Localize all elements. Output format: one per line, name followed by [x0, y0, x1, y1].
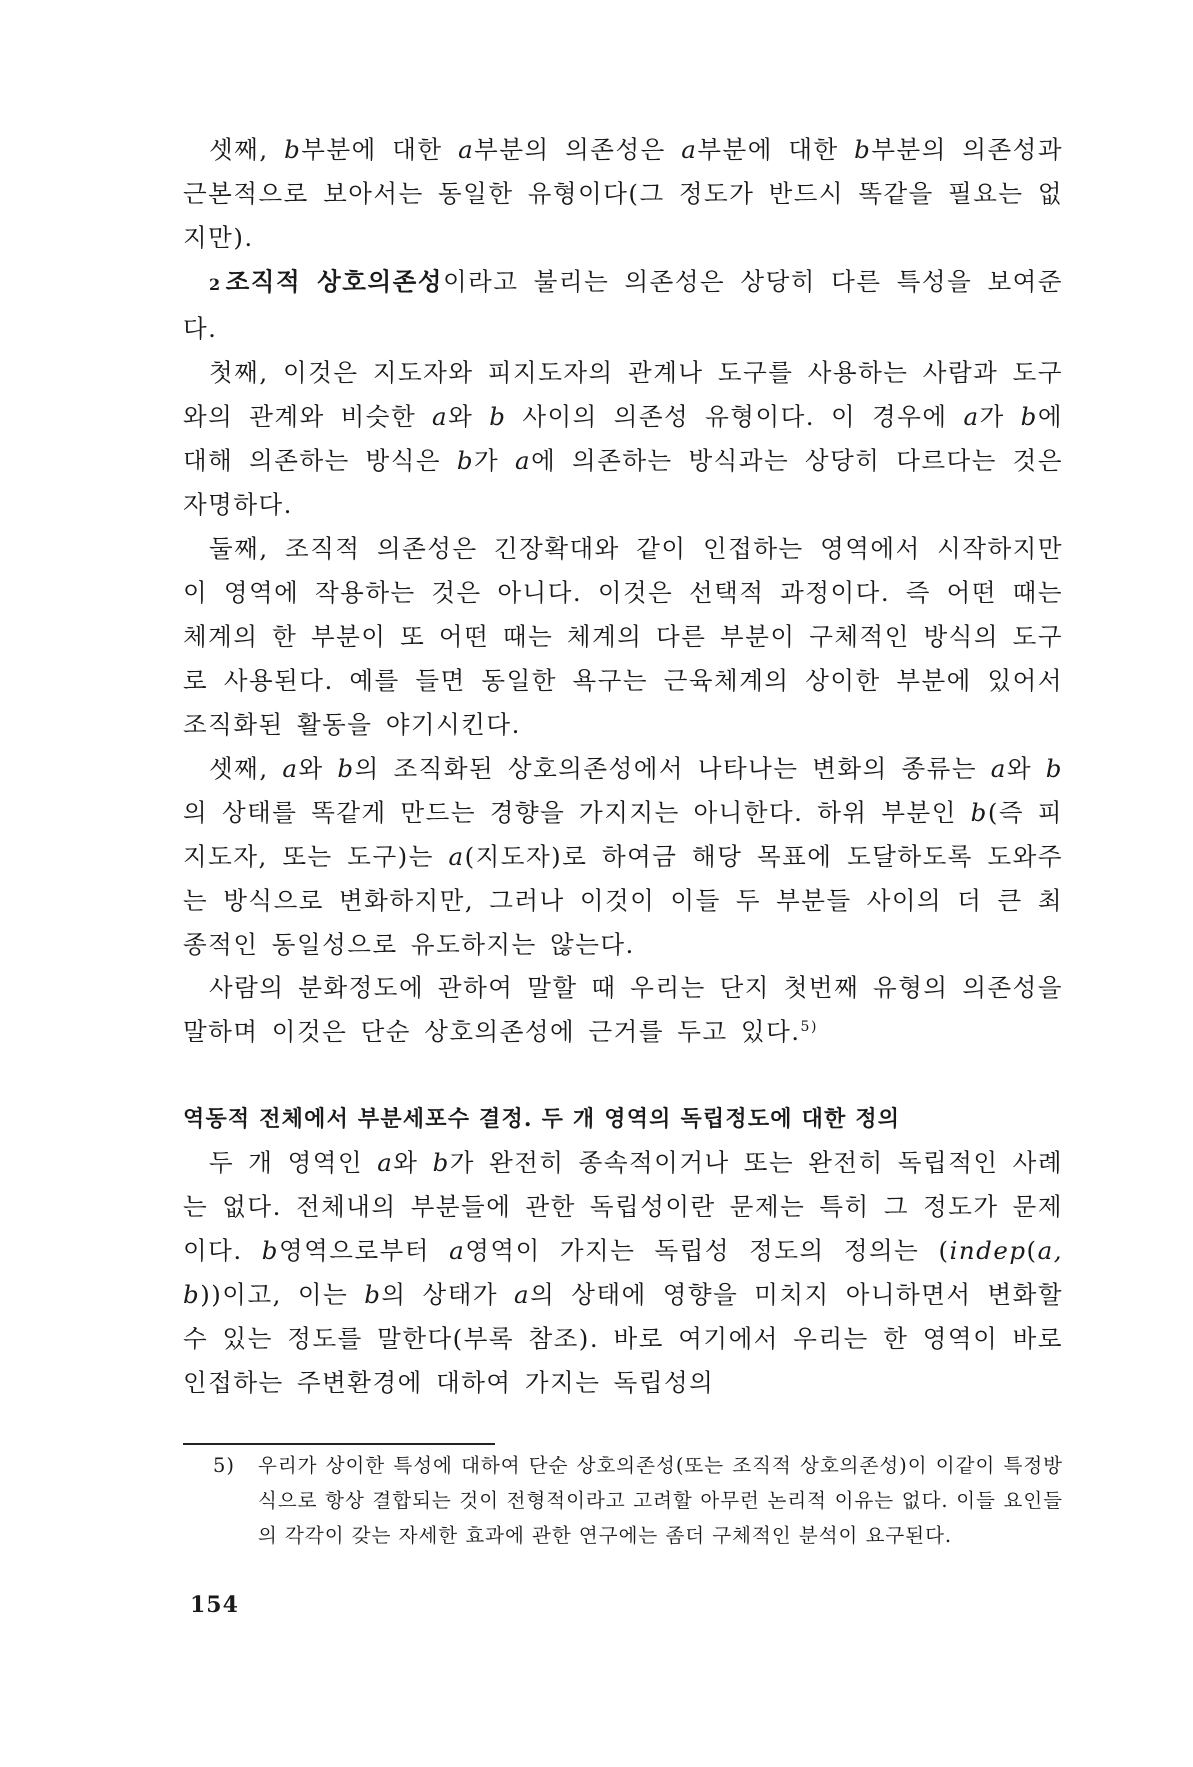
footnote-marker: 5) [213, 1454, 236, 1477]
text-run: 셋째, [209, 754, 283, 783]
text-run: 와 [298, 754, 338, 783]
variable-a: a [432, 402, 449, 431]
text-run: 셋째, [209, 135, 285, 164]
paragraph-differentiation [183, 966, 1063, 1054]
footnote-divider [183, 1443, 495, 1445]
section-heading: 역동적 전체에서 부분세포수 결정. 두 개 영역의 독립정도에 대한 정의 [183, 1106, 901, 1132]
text-run: 에 대해 의존하는 방식은 [183, 402, 1063, 475]
variable-b: b [456, 446, 475, 475]
text-run: 와 [448, 402, 490, 431]
text-run: 영역으로부터 [278, 1236, 450, 1265]
variable-a: a [990, 754, 1007, 783]
variable-b: b [432, 1148, 450, 1177]
paragraph-third [183, 747, 1063, 967]
text-run: (지도자)로 하여금 해당 목표에 도달하도록 도와주는 방식으로 변화하지만, 그러나 이것이 이들 두 부분들 사이의 더 큰 최종적인 동일성으로 유도하지는 않는다. [183, 842, 1063, 959]
text-run: 부분에 대한 [301, 135, 459, 164]
formula-indep: indep [949, 1236, 1027, 1265]
text-run: 가 [474, 446, 515, 475]
text-run: ( [1026, 1236, 1038, 1265]
variable-b: b [284, 135, 302, 164]
text-run: 와 [393, 1148, 433, 1177]
variable-b: b [489, 402, 507, 431]
variable-a: a [448, 842, 465, 871]
variable-a: a [681, 135, 698, 164]
text-run: 사람의 분화정도에 관하여 말할 때 우리는 단지 첫번째 유형의 의존성을 말하며 이것은 단순 상호의존성에 근거를 두고 있다. [183, 973, 1063, 1046]
text-run: 두 개 영역인 [209, 1148, 378, 1177]
variable-a: a [514, 446, 532, 475]
text-run: 가 [979, 402, 1021, 431]
text-section-1 [183, 128, 1063, 967]
paragraph-independence [183, 1141, 1063, 1405]
paragraph-second: 둘째, 조직적 의존성은 긴장확대와 같이 인접하는 영역에서 시작하지만 이 영역에 작용하는 것은 아니다. 이것은 선택적 과정이다. 즉 어떤 때는 체계의 한 부분이 또 어떤 때는 체계의 다른 부분이 구체적인 방식의 도구로 사용된다. 예를 들면 동일한 욕구는 근육체계의 상이한 부분에 있어서 조직화된 활동을 야기시킨다. [183, 534, 1063, 739]
variable-b: b [1020, 402, 1038, 431]
list-number: 2 [209, 275, 222, 294]
text-run: (즉 피지도자, 또는 도구)는 [183, 798, 1063, 871]
variable-b: b [261, 1236, 279, 1265]
footnote-reference: 5) [800, 1018, 818, 1035]
text-run: 부분의 의존성과 근본적으로 보아서는 동일한 유형이다(그 정도가 반드시 똑같을 필요는 없지만). [183, 135, 1063, 252]
paragraph-organizational-interdependence [183, 260, 1063, 351]
text-run: ))이고, 이는 [200, 1280, 365, 1309]
text-run: 의 조직화된 상호의존성에서 나타나는 변화의 종류는 [354, 754, 991, 783]
variable-a: a [377, 1148, 394, 1177]
text-section-2 [183, 966, 1063, 1054]
text-run: 의 상태를 똑같게 만드는 경향을 가지지는 아니한다. 하위 부분인 [183, 798, 971, 827]
text-run: 에 의존하는 방식과는 상당히 다르다는 것은 자명하다. [183, 446, 1063, 519]
bold-term: 조직적 상호의존성 [225, 267, 443, 296]
text-run: 첫째, 이것은 지도자와 피지도자의 관계나 도구를 사용하는 사람과 도구와의 관계와 비슷한 [183, 358, 1063, 431]
paragraph-first [183, 351, 1063, 527]
text-run: 의 상태가 [381, 1280, 515, 1309]
text-run: 의 상태에 영향을 미치지 아니하면서 변화할 수 있는 정도를 말한다(부록 참조). 바로 여기에서 우리는 한 영역이 바로 인접하는 주변환경에 대하여 가지는 독립성의 [183, 1280, 1064, 1397]
variable-a: a [514, 1280, 531, 1309]
text-run: 부분의 의존성은 [474, 135, 682, 164]
footnote [183, 1448, 1063, 1553]
text-section-3 [183, 1097, 1063, 1405]
variable-b: b [364, 1280, 382, 1309]
formula-args: a, b [183, 1236, 1063, 1309]
page-number: 154 [190, 1592, 239, 1618]
variable-b: b [1045, 754, 1063, 783]
text-run: 부분에 대한 [697, 135, 855, 164]
variable-b: b [970, 798, 988, 827]
variable-a: a [282, 754, 299, 783]
variable-a: a [963, 402, 980, 431]
footnote-row [183, 1448, 1063, 1553]
variable-a: a [449, 1236, 466, 1265]
variable-a: a [458, 135, 475, 164]
text-run: 영역이 가지는 독립성 정도의 정의는 ( [465, 1236, 950, 1265]
text-run: 사이의 의존성 유형이다. 이 경우에 [506, 402, 964, 431]
variable-b: b [337, 754, 355, 783]
paragraph-third-dependency [183, 128, 1063, 260]
footnote-text: 우리가 상이한 특성에 대하여 단순 상호의존성(또는 조직적 상호의존성)이 이같이 특정방식으로 항상 결합되는 것이 전형적이라고 고려할 아무런 논리적 이유는 없다. 이들 요인들의 각각이 갖는 자세한 효과에 관한 연구에는 좀더 구체적인 분석이 요구된다. [258, 1454, 1063, 1547]
text-run: 이라고 불리는 의존성은 상당히 다른 특성을 보여준다. [183, 267, 1064, 343]
text-run: 와 [1006, 754, 1046, 783]
variable-b: b [854, 135, 872, 164]
text-run: 가 완전히 종속적이거나 또는 완전히 독립적인 사례는 없다. 전체내의 부분들에 관한 독립성이란 문제는 특히 그 정도가 문제이다. [183, 1148, 1063, 1265]
